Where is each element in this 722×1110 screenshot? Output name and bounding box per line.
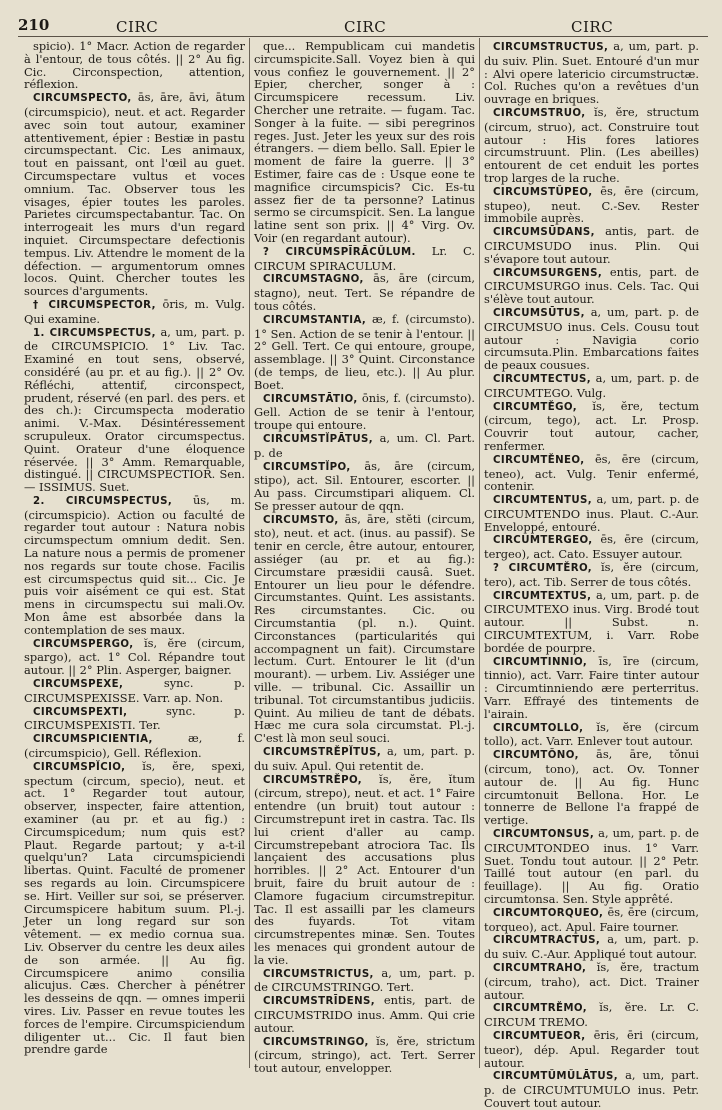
dictionary-entry — [484, 266, 699, 306]
dictionary-entry — [484, 1069, 699, 1109]
page-header — [0, 0, 722, 34]
running-head-left: CIRC — [116, 18, 159, 36]
dictionary-entry — [254, 313, 475, 392]
dictionary-entry — [484, 493, 699, 533]
dictionary-entry — [484, 827, 699, 906]
entry-headword: CIRCUMTŎNO, — [493, 750, 579, 762]
dictionary-entry — [254, 432, 475, 460]
dictionary-entry — [254, 1035, 475, 1075]
dictionary-entry — [254, 773, 475, 967]
entry-headword: CIRCUMTECTUS, — [493, 373, 592, 385]
dictionary-entry — [24, 40, 245, 91]
dictionary-entry — [484, 1029, 699, 1069]
entry-definition: a, um, part. p. de CIRCUMSTRINGO. Tert. — [254, 965, 475, 995]
entry-headword: CIRCUMSTRUO, — [493, 107, 586, 119]
dictionary-entry — [24, 298, 245, 326]
entry-definition: æ, f. (circumsto). 1° Sen. Action de se tenir à l'entour. || 2° Gell. Tert. Ce qui entoure, groupe, assemblage. || 3° Quint. Circonstance (de temps, de lieu, etc.). || Au plur. Boet. — [254, 311, 475, 392]
entry-definition: Lr. C. CIRCUM SPIRACULUM. — [254, 243, 475, 273]
entry-headword: CIRCUMTORQUEO, — [493, 907, 604, 919]
entry-definition: entis, part. de CIRCUMSTRIDO inus. Amm. Qui crie autour. — [254, 993, 476, 1035]
page-number: 210 — [18, 16, 50, 34]
entry-headword: CIRCUMSTRĔPO, — [263, 774, 363, 786]
entry-headword: CIRCUMSTRINGO, — [263, 1036, 369, 1048]
entry-headword: CIRCUMSPERGO, — [33, 638, 134, 650]
dictionary-entry — [484, 400, 699, 453]
dictionary-entry — [254, 245, 475, 273]
dictionary-entry — [254, 967, 475, 995]
entry-headword: CIRCUMTENTUS, — [493, 495, 593, 507]
entry-headword: CIRCUMSTĬPO, — [263, 461, 351, 473]
entry-headword: CIRCUMSTRICTUS, — [263, 968, 374, 980]
entry-definition: ēs, ēre (circum, teneo), act. Vulg. Tenir enfermé, contenir. — [484, 451, 699, 494]
entry-definition: ās, āre, āvi, ātum (circumspicio), neut. et act. Regarder avec soin tout autour, examiner attentivement, épier : Bestiæ in pastu circumspectant. Cic. Les animaux, tout en paissant, ont l'œil au guet. Circumspectare vultus et voces omnium. Tac. Observer tous les visages, épier toutes les paroles. Parietes circumspectabantur. Tac. On interrogeait les murs d'un regard inquiet. Circumspectare defectionis tempus. Liv. Attendre le moment de la défection. — argumentorum omnes locos. Quint. Chercher toutes les sources d'arguments. — [24, 90, 245, 299]
dictionary-entry — [254, 994, 475, 1034]
dictionary-entry — [484, 185, 699, 225]
entry-headword: CIRCUMSŪDANS, — [493, 227, 595, 239]
entry-definition: a, um, part. p. du suiv. Plin. Suet. Entouré d'un mur : Alvi opere latericio circumstructæ. Col. Ruches qu'on a revêtues d'un ouvrage en briques. — [484, 39, 699, 107]
entry-definition: a, um, part. p. de CIRCUMSPICIO. 1° Liv. Tac. Examiné en tout sens, observé, considéré (au pr. et au fig.). || 2° Ov. Réfléchi, attentif, circonspect, prudent, réservé (en parl. des pers. et des ch.): Circumspecta moderatio animi. V.-Max. Désintéressement scrupuleux. Orator circumspectus. Quint. Orateur d'une éloquence réservée. || 3° Amm. Remarquable, distingué. || CIRCUMSPECTIOR. Sen. — ISSIMUS. Suet. — [24, 324, 246, 495]
entry-definition: ās, āre (circum, stagno), neut. Tert. Se répandre de tous côtés. — [254, 271, 475, 313]
entry-definition: a, um. Cl. Part. p. de — [254, 430, 475, 460]
entry-headword: CIRCUMSPĬCIO, — [33, 761, 126, 773]
entry-headword: CIRCUMTUEOR, — [493, 1030, 586, 1042]
entry-headword: 2. CIRCUMSPECTUS, — [33, 495, 173, 507]
entry-definition: sync. p. CIRCUMSPEXISSE. Varr. ap. Non. — [24, 676, 245, 705]
entry-headword: CIRCUMSTO, — [263, 514, 339, 526]
entry-headword: CIRCUMSTRĪDENS, — [263, 996, 376, 1008]
entry-definition: a, um, part. p. du suiv. Apul. Qui retentit de. — [254, 744, 475, 773]
entry-headword: CIRCUMSTĀTIO, — [263, 393, 358, 405]
entry-definition: ĭs, ĕre. Lr. C. CIRCUM TREMO. — [484, 1000, 700, 1030]
entry-headword: CIRCUMTINNIO, — [493, 656, 588, 668]
entry-headword: CIRCUMSTANTIA, — [263, 314, 367, 326]
entry-definition: ĭs, ĕre, tectum (circum, tego), act. Lr. Prosp. Couvrir tout autour, cacher, renfermer. — [484, 398, 700, 453]
entry-headword: CIRCUMSTRUCTUS, — [493, 42, 609, 53]
dictionary-entry — [484, 933, 699, 961]
dictionary-entry — [484, 306, 699, 372]
entry-definition: sync. p. CIRCUMSPEXISTI. Ter. — [24, 703, 245, 733]
dictionary-entry — [254, 392, 475, 432]
entry-headword: CIRCUMSPICIENTIA, — [33, 734, 153, 746]
entry-headword: CIRCUMSTĬPĀTUS, — [263, 433, 374, 445]
dictionary-entry — [24, 705, 245, 733]
entry-headword: CIRCUMSŪTUS, — [493, 307, 585, 319]
entry-definition: ōnis, f. (circumsto). Gell. Action de se tenir à l'entour, troupe qui entoure. — [254, 390, 476, 433]
dictionary-entry — [24, 91, 245, 298]
entry-definition: a, um, part. p. de CIRCUMTEGO. Vulg. — [484, 370, 700, 400]
dictionary-entry — [24, 677, 245, 705]
entry-definition: ēs, ēre (circum, stupeo), neut. C.-Sev. Rester immobile auprès. — [484, 183, 699, 226]
entry-definition: antis, part. de CIRCUMSUDO inus. Plin. Qui s'évapore tout autour. — [484, 224, 699, 266]
dictionary-entry — [484, 372, 699, 400]
entry-headword: CIRCUMSTRĔPĬTUS, — [263, 747, 382, 759]
dictionary-entry — [24, 760, 245, 1056]
entry-definition: ās, āre, stĕti (circum, sto), neut. et act. (inus. au passif). Se tenir en cercle, être autour, entourer, assiéger (au pr. et au fig.): Circumstare præsidii causâ. Suet. Entourer un lieu pour le défendre. Circumstantes. Quint. Les assistants. Res circumstantes. Cic. ou Circumstantia (pl. n.). Quint. Circonstances (particularités qui accompagnent un fait). Circumstare lectum. Curt. Entourer le lit (d'un mourant). — urbem. Liv. Assiéger une ville. — tribunal. Cic. Assaillir un tribunal. Tot circumstantibus judiciis. Quint. Au milieu de tant de débats. Hæc me cura sola circumstat. Pl.-j. C'est là mon seul souci. — [254, 511, 475, 746]
dictionary-entry — [484, 721, 699, 749]
running-head-right: CIRC — [571, 18, 614, 36]
entry-definition: æ, f. (circumspicio), Gell. Réflexion. — [24, 731, 245, 761]
entry-headword: CIRCUMSTŬPEO, — [493, 186, 593, 198]
dictionary-entry — [484, 40, 699, 106]
column-3 — [484, 39, 700, 1110]
entry-definition: ēs, ēre (circum, tergeo), act. Cato. Essuyer autour. — [484, 532, 699, 562]
entry-definition: īs, īre (circum, tinnio), act. Varr. Faire tinter autour : Circumtinniendo ære perterritus. Varr. Effrayé des tintements de l'airain. — [484, 653, 699, 721]
entry-headword: 1. CIRCUMSPECTUS, — [33, 327, 156, 339]
entry-definition: a, um, part. p. du suiv. C.-Aur. Appliqué tout autour. — [484, 932, 699, 962]
entry-headword: CIRCUMTERGEO, — [493, 535, 593, 547]
dictionary-entry — [254, 272, 475, 312]
entry-headword: CIRCUMTĔGO, — [493, 401, 577, 413]
dictionary-entry — [24, 637, 245, 677]
entry-definition: ēris, ēri (circum, tueor), dép. Apul. Regarder tout autour. — [484, 1027, 699, 1070]
header-rule — [18, 36, 708, 37]
dictionary-entry — [24, 326, 245, 494]
entry-definition: entis, part. de CIRCUMSURGO inus. Cels. Tac. Qui s'élève tout autour. — [484, 264, 700, 307]
entry-definition: ās, āre (circum, stipo), act. Sil. Entourer, escorter. || Au pass. Circumstipari aliquem. Cl. Se presser autour de qqn. — [254, 458, 475, 513]
entry-headword: CIRCUMSPEXE, — [33, 679, 124, 691]
entry-headword: CIRCUMTĔNEO, — [493, 454, 585, 466]
entry-headword: CIRCUMTRAHO, — [493, 962, 587, 974]
column-divider-2 — [479, 38, 480, 1068]
entry-definition: ĭs, ĕre (circum, spargo), act. 1° Col. Répandre tout autour. || 2° Plin. Asperger, baigner. — [24, 635, 246, 678]
entry-definition: a, um, part. p. de CIRCUMTUMULO inus. Petr. Couvert tout autour. — [484, 1068, 700, 1110]
entry-headword: CIRCUMTONSUS, — [493, 829, 595, 841]
entry-definition: ōris, m. Vulg. Qui examine. — [24, 296, 246, 326]
entry-headword: ? CIRCUMSPĪRĀCŬLUM. — [263, 246, 416, 258]
entry-headword: CIRCUMSPECTO, — [33, 93, 132, 105]
dictionary-entry — [24, 732, 245, 760]
dictionary-entry — [484, 453, 699, 493]
dictionary-entry — [254, 460, 475, 513]
dictionary-entry — [254, 513, 475, 745]
entry-headword: CIRCUMTRACTUS, — [493, 935, 601, 947]
entry-headword: CIRCUMTEXTUS, — [493, 590, 592, 602]
entry-headword: CIRCUMSTAGNO, — [263, 274, 364, 286]
dictionary-entry — [484, 533, 699, 561]
entry-definition: ēs, ēre (circum, torqueo), act. Apul. Faire tourner. — [484, 904, 699, 934]
column-divider-1 — [249, 38, 250, 1068]
dictionary-entry — [24, 494, 245, 637]
entry-headword: CIRCUMTOLLO, — [493, 722, 584, 734]
dictionary-entry — [484, 655, 699, 721]
entry-definition: ūs, m. (circumspicio). Action ou faculté de regarder tout autour : Natura nobis circumspectum omnium dedit. Sen. La nature nous a permis de promener nos regards sur toute chose. Facilis est circumspectus quid sit... Cic. Je puis voir aisément ce qui est. Stat mens in circumspectu sui mali.Ov. Mon âme est absorbée dans la contemplation de ses maux. — [24, 492, 245, 637]
entry-definition: ĭs, ĕre, ĭtum (circum, strepo), neut. et act. 1° Faire entendre (un bruit) tout autour : Circumstrepunt iret in castra. Tac. Ils lui crient d'aller au camp. Circumstrepebant atrociora Tac. Ils lançaient des accusations plus horribles. || 2° Act. Entourer d'un bruit, faire du bruit autour de : Clamore fugacium circumstrepitur. Tac. Il est assailli par les clameurs des fuyards. Tot vitam circumstrepentes minæ. Sen. Toutes les menaces qui grondent autour de la vie. — [254, 771, 476, 967]
entry-definition: ĭs, ĕre, strictum (circum, stringo), act. Tert. Serrer tout autour, envelopper. — [254, 1033, 475, 1076]
entry-definition: que... Rempublicam cui mandetis circumspicite.Sall. Voyez bien à qui vous confiez le gouvernement. || 2° Epier, chercher, songer à : Circumspicere recessum. Liv. Chercher une retraite. — fugam. Tac. Songer à la fuite. — sibi peregrinos reges. Just. Jeter les yeux sur des rois étrangers. — diem bello. Sall. Epier le moment de faire la guerre. || 3° Estimer, faire cas de : Usque eone te magnifice circumspicis? Cic. Es-tu assez fier de ta personne? Latinus sermo se circumspicit. Sen. La langue latine sent son prix. || 4° Virg. Ov. Voir (en regardant autour). — [254, 39, 475, 245]
entry-headword: CIRCUMSURGENS, — [493, 267, 603, 279]
running-head-center: CIRC — [344, 18, 387, 36]
entry-definition: a, um, part. p. de CIRCUMTONDEO inus. 1° Varr. Suet. Tondu tout autour. || 2° Petr. Taillé tout autour (en parl. du feuillage). || Au fig. Oratio circumtonsa. Sen. Style apprêté. — [484, 826, 699, 906]
entry-definition: ās, āre, tŏnui (circum, tono), act. Ov. Tonner autour de. || Au fig. Hunc circumtonuit Bellona. Hor. Le tonnerre de Bellone l'a frappé de vertige. — [484, 747, 699, 828]
entry-definition: ĭs, ĕre (circum, tero), act. Tib. Serrer de tous côtés. — [484, 560, 699, 589]
entry-definition: a, um, part. p. de CIRCUMSUO inus. Cels. Cousu tout autour : Navigia corio circumsuta.Plin. Embarcations faites de peaux cousues. — [484, 304, 700, 373]
entry-definition: ĭs, ĕre, tractum (circum, traho), act. Dict. Trainer autour. — [484, 959, 699, 1002]
dictionary-entry — [484, 1001, 699, 1029]
dictionary-entry — [254, 40, 475, 245]
entry-headword: ? CIRCUMTĔRO, — [493, 563, 593, 575]
entry-headword: CIRCUMTRĔMO, — [493, 1003, 587, 1015]
entry-headword: CIRCUMSPEXTI, — [33, 706, 128, 718]
dictionary-entry — [254, 745, 475, 773]
entry-definition: ĭs, ĕre, spexi, spectum (circum, specio), neut. et act. 1° Regarder tout autour, observer, inspecter, faire attention, examiner (au pr. et au fig.) : Circumspicedum; num quis est? Plaut. Regarde partout; y a-t-il quelqu'un? Lata circumspiciendi libertas. Quint. Faculté de promener ses regards au loin. Circumspicere se. Hirt. Veiller sur soi, se préserver. Circumspicere habitum suum. Pl.-j. Jeter un long regard sur son vêtement. — ex medio cornua sua. Liv. Observer du centre les deux ailes de son armée. || Au fig. Circumspicere animo consilia alicujus. Cæs. Chercher à pénétrer les desseins de qqn. — omnes imperii vires. Liv. Passer en revue toutes les forces de l'empire. Circumspiciendum diligenter ut... Cic. Il faut bien prendre garde — [24, 758, 246, 1057]
entry-definition: spicio). 1° Macr. Action de regarder à l'entour, de tous côtés. || 2° Au fig. Cic. Circonspection, attention, réflexion. — [24, 39, 245, 92]
entry-definition: ĭs, ĕre, structum (circum, struo), act. Construire tout autour : His fores latiores circumstruunt. Plin. (Les abeilles) entourent de cet enduit les portes trop larges de la ruche. — [484, 104, 699, 185]
column-2 — [254, 39, 476, 1076]
entry-definition: a, um, part. p. de CIRCUMTENDO inus. Plaut. C.-Aur. Enveloppé, entouré. — [484, 492, 699, 534]
dictionary-entry — [484, 106, 699, 185]
dictionary-entry — [484, 225, 699, 265]
entry-definition: ĭs, ĕre (circum tollo), act. Varr. Enlever tout autour. — [484, 719, 699, 749]
dictionary-entry — [484, 561, 699, 589]
dictionary-entry — [484, 589, 699, 655]
dictionary-entry — [484, 961, 699, 1001]
entry-definition: a, um, part. p. de CIRCUMTEXO inus. Virg. Brodé tout autour. || Subst. n. CIRCUMTEXTUM, i. Varr. Robe bordée de pourpre. — [484, 587, 700, 655]
entry-headword: CIRCUMTŬMŬLĀTUS, — [493, 1071, 619, 1083]
entry-headword: † CIRCUMSPECTOR, — [33, 299, 156, 311]
column-1 — [24, 40, 245, 1070]
dictionary-entry — [484, 906, 699, 934]
dictionary-entry — [484, 748, 699, 827]
